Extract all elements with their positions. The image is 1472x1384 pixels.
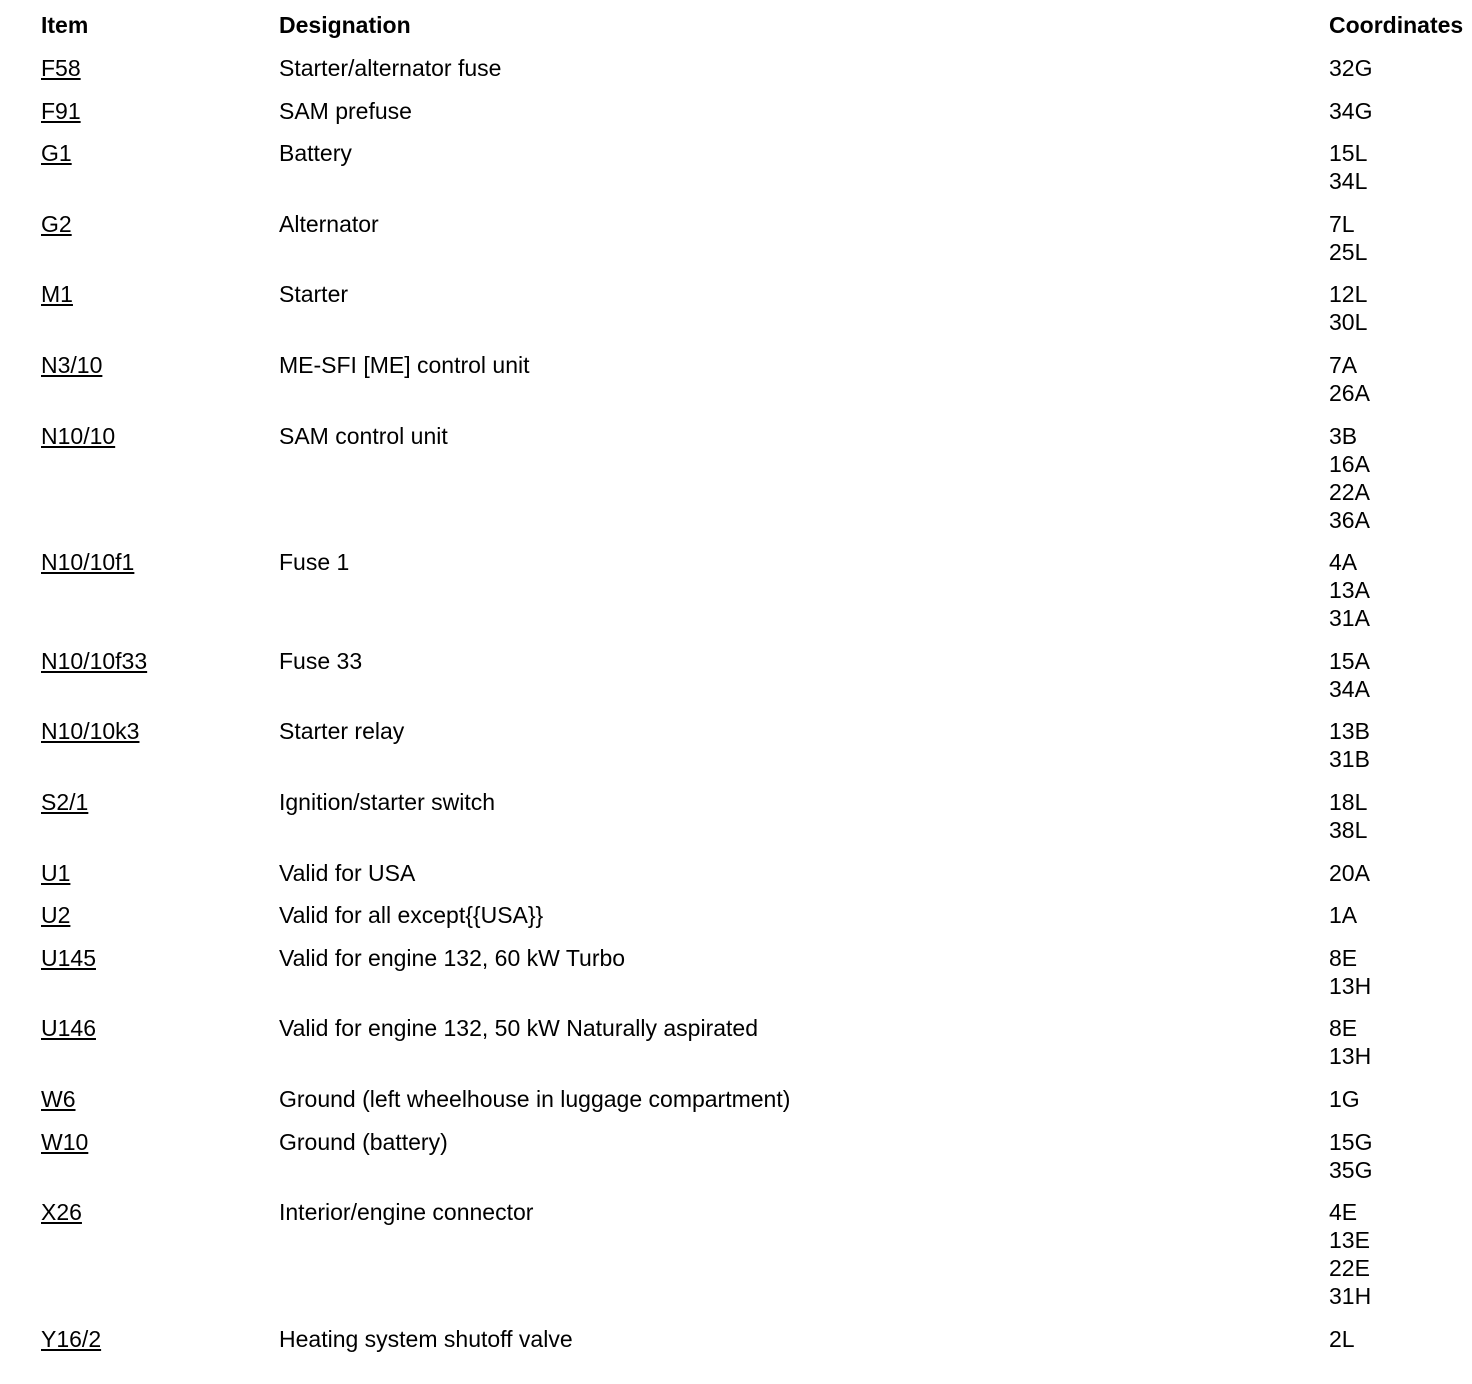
table-row [0, 139, 1472, 195]
table-body [0, 54, 1472, 1367]
coordinates-cell [1329, 139, 1449, 195]
designation-text: Heating system shutoff valve [279, 1325, 573, 1352]
table-row [0, 280, 1472, 336]
coordinates-cell [1329, 901, 1449, 929]
table-row [0, 788, 1472, 844]
coordinate-value: 16A [1329, 450, 1370, 477]
item-link[interactable]: N10/10f33 [41, 647, 148, 674]
designation-text: SAM control unit [279, 422, 448, 449]
coordinate-value: 34L [1329, 168, 1368, 195]
table-row [0, 422, 1472, 534]
coordinate-value: 1G [1329, 1085, 1360, 1112]
item-link[interactable]: G1 [41, 140, 72, 167]
item-link[interactable]: M1 [41, 281, 73, 308]
coordinate-value: 7A [1329, 351, 1358, 378]
coordinate-value: 31B [1329, 746, 1370, 773]
item-link[interactable]: F58 [41, 55, 81, 81]
table-row [0, 647, 1472, 703]
coordinates-cell [1329, 1325, 1449, 1353]
item-link[interactable]: W6 [41, 1085, 76, 1112]
coordinate-value: 13E [1329, 1227, 1370, 1254]
coordinate-value: 12L [1329, 281, 1368, 308]
item-link[interactable]: W10 [41, 1128, 89, 1155]
coordinate-value: 22A [1329, 478, 1370, 505]
item-link[interactable]: S2/1 [41, 788, 89, 815]
coordinate-value: 18L [1329, 788, 1368, 815]
coordinates-cell [1329, 97, 1449, 125]
designation-text: Valid for USA [279, 859, 416, 886]
coordinate-value: 38L [1329, 816, 1368, 843]
designation-text: Starter/alternator fuse [279, 55, 502, 81]
coordinate-value: 7L [1329, 210, 1355, 237]
table-row [0, 901, 1472, 929]
coordinates-cell [1329, 647, 1449, 703]
item-link[interactable]: U146 [41, 1015, 96, 1042]
table-row [0, 717, 1472, 773]
coordinate-value: 13A [1329, 577, 1370, 604]
coordinate-value: 31A [1329, 605, 1370, 632]
item-link[interactable]: N10/10 [41, 422, 116, 449]
coordinates-cell [1329, 54, 1449, 82]
table-row [0, 944, 1472, 1000]
coordinate-value: 22E [1329, 1255, 1370, 1282]
coordinates-cell [1329, 351, 1449, 407]
designation-text: Starter [279, 281, 349, 308]
coordinate-value: 1A [1329, 902, 1358, 929]
coordinate-value: 4A [1329, 549, 1358, 576]
designation-text: Ignition/starter switch [279, 788, 496, 815]
coordinate-value: 25L [1329, 238, 1368, 265]
table-row [0, 351, 1472, 407]
table-row [0, 1085, 1472, 1113]
designation-text: Fuse 33 [279, 647, 363, 674]
coordinate-value: 3B [1329, 422, 1358, 449]
coordinates-cell [1329, 280, 1449, 336]
designation-text: Starter relay [279, 718, 405, 745]
coordinate-value: 20A [1329, 859, 1370, 886]
item-link[interactable]: N10/10k3 [41, 718, 140, 745]
coordinates-cell [1329, 422, 1449, 534]
designation-text: Valid for engine 132, 60 kW Turbo [279, 944, 626, 971]
item-link[interactable]: Y16/2 [41, 1325, 102, 1352]
coordinates-cell [1329, 1128, 1449, 1184]
coordinate-value: 36A [1329, 506, 1370, 533]
coordinate-value: 4E [1329, 1199, 1358, 1226]
designation-text: Valid for engine 132, 50 kW Naturally aspirated [279, 1015, 759, 1042]
coordinates-cell [1329, 1198, 1449, 1310]
item-link[interactable]: X26 [41, 1199, 82, 1226]
coordinates-cell [1329, 548, 1449, 632]
table-row [0, 1325, 1472, 1353]
designation-text: Ground (left wheelhouse in luggage compartment) [279, 1085, 791, 1112]
item-link[interactable]: U145 [41, 944, 96, 971]
designation-text: Fuse 1 [279, 549, 350, 576]
coordinates-cell [1329, 1014, 1449, 1070]
item-link[interactable]: F91 [41, 97, 81, 124]
item-link[interactable]: N10/10f1 [41, 549, 135, 576]
header-item: Item [41, 12, 89, 38]
coordinate-value: 15A [1329, 647, 1370, 674]
designation-text: Ground (battery) [279, 1128, 448, 1155]
designation-text: Alternator [279, 210, 379, 237]
coordinate-value: 15L [1329, 140, 1368, 167]
table-row [0, 548, 1472, 632]
designation-text: ME-SFI [ME] control unit [279, 351, 530, 378]
coordinate-value: 13H [1329, 972, 1372, 999]
coordinates-cell [1329, 717, 1449, 773]
coordinate-value: 8E [1329, 944, 1358, 971]
table-row [0, 1014, 1472, 1070]
coordinate-value: 35G [1329, 1156, 1373, 1183]
designation-text: Interior/engine connector [279, 1199, 534, 1226]
header-coordinates: Coordinates [1329, 12, 1464, 38]
item-link[interactable]: G2 [41, 210, 72, 237]
coordinates-cell [1329, 210, 1449, 266]
coordinate-value: 31H [1329, 1283, 1372, 1310]
table-row [0, 1198, 1472, 1310]
table-row [0, 859, 1472, 887]
designation-text: Valid for all except{{USA}} [279, 902, 544, 929]
coordinates-cell [1329, 944, 1449, 1000]
coordinates-cell [1329, 1085, 1449, 1113]
coordinates-cell [1329, 788, 1449, 844]
coordinate-value: 34A [1329, 675, 1370, 702]
item-link[interactable]: U2 [41, 902, 71, 929]
coordinate-value: 30L [1329, 309, 1368, 336]
coordinate-value: 2L [1329, 1325, 1355, 1352]
coordinates-cell [1329, 859, 1449, 887]
designation-text: Battery [279, 140, 352, 167]
table-row [0, 210, 1472, 266]
coordinate-value: 15G [1329, 1128, 1373, 1155]
table-row [0, 97, 1472, 125]
item-link[interactable]: N3/10 [41, 351, 103, 378]
coordinate-value: 26A [1329, 379, 1370, 406]
table-row [0, 1128, 1472, 1184]
coordinate-value: 8E [1329, 1015, 1358, 1042]
coordinate-value: 34G [1329, 97, 1373, 124]
designation-text: SAM prefuse [279, 97, 412, 124]
table-header [0, 12, 1472, 42]
coordinate-value: 32G [1329, 55, 1373, 81]
coordinate-value: 13B [1329, 718, 1370, 745]
header-designation: Designation [279, 12, 411, 38]
item-link[interactable]: U1 [41, 859, 71, 886]
table-row [0, 54, 1472, 82]
coordinate-value: 13H [1329, 1043, 1372, 1070]
